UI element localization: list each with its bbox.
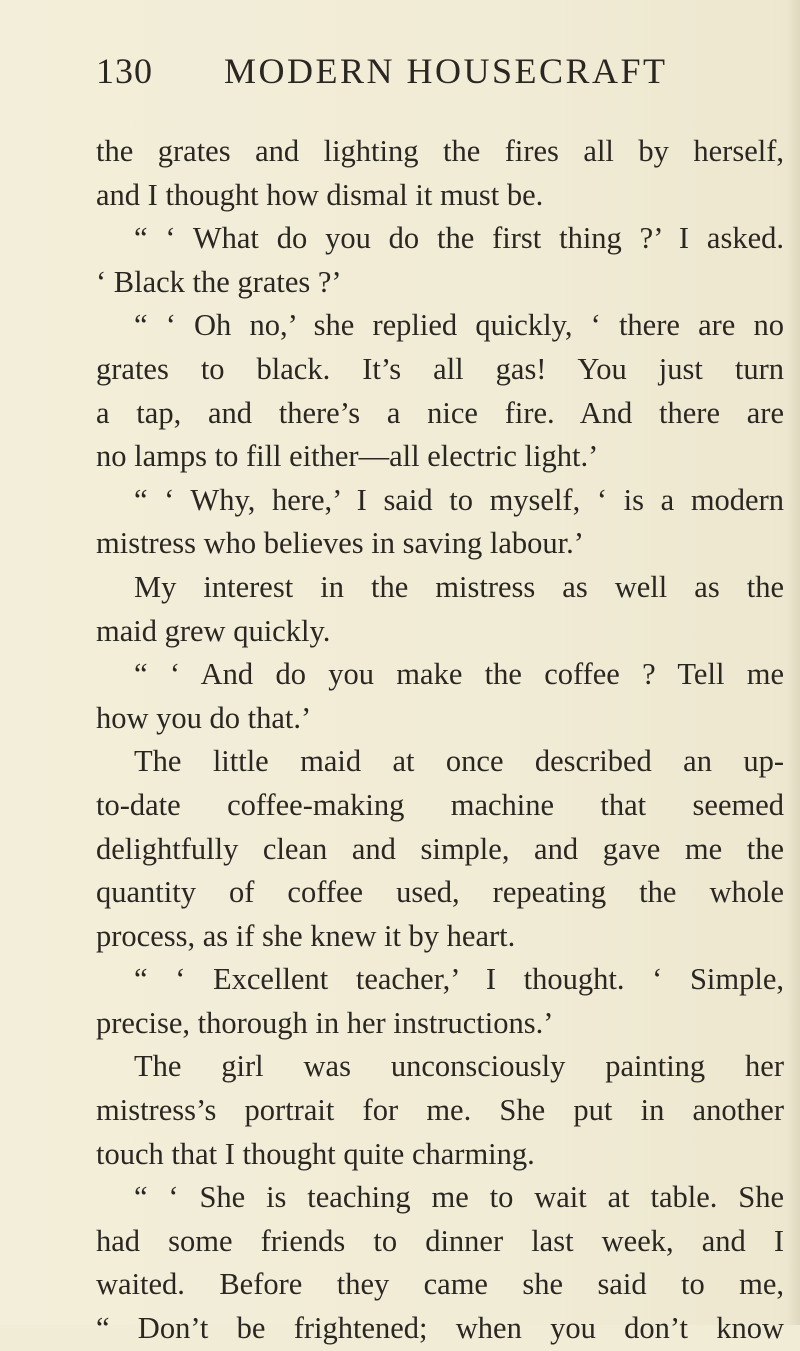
text-line: had some friends to dinner last week, and I [96, 1223, 784, 1258]
text-line: “ ‘ What do you do the first thing ?’ I asked. [134, 221, 784, 256]
text-line: “ ‘ Oh no,’ she replied quickly, ‘ there are no [134, 308, 784, 343]
text-line: mistress’s portrait for me. She put in another [96, 1093, 784, 1128]
text-line: delightfully clean and simple, and gave me the [96, 831, 784, 866]
page-number: 130 [96, 51, 153, 91]
text-line: “ ‘ She is teaching me to wait at table. She [134, 1180, 784, 1215]
running-head [96, 50, 716, 100]
text-line: how you do that.’ [96, 700, 312, 735]
text-line: ‘ Black the grates ?’ [96, 264, 342, 299]
text-line: no lamps to fill either—all electric light.’ [96, 439, 599, 474]
text-line: to-date coffee-making machine that seemed [96, 787, 784, 822]
text-line: grates to black. It’s all gas! You just turn [96, 351, 784, 386]
text-line: precise, thorough in her instructions.’ [96, 1005, 554, 1040]
text-line: quantity of coffee used, repeating the whole [96, 875, 784, 910]
text-line: “ Don’t be frightened; when you don’t know [96, 1311, 784, 1346]
text-line: “ ‘ Excellent teacher,’ I thought. ‘ Simple, [134, 962, 784, 997]
text-line: mistress who believes in saving labour.’ [96, 526, 584, 561]
text-line: process, as if she knew it by heart. [96, 918, 516, 953]
text-line: the grates and lighting the fires all by herself, [96, 134, 784, 168]
text-line: maid grew quickly. [96, 613, 331, 648]
body-text [96, 130, 784, 1351]
running-title: MODERN HOUSECRAFT [224, 51, 668, 91]
text-line: My interest in the mistress as well as the [134, 569, 784, 604]
text-line: touch that I thought quite charming. [96, 1136, 535, 1171]
text-line: The little maid at once described an up- [134, 744, 784, 779]
page-edge-shadow [786, 0, 800, 1325]
text-line: a tap, and there’s a nice fire. And there are [96, 395, 784, 430]
text-line: and I thought how dismal it must be. [96, 177, 544, 212]
text-line: The girl was unconsciously painting her [134, 1049, 784, 1084]
text-line: “ ‘ Why, here,’ I said to myself, ‘ is a modern [134, 482, 784, 517]
text-line: “ ‘ And do you make the coffee ? Tell me [134, 657, 784, 692]
text-line: waited. Before they came she said to me, [96, 1267, 784, 1302]
